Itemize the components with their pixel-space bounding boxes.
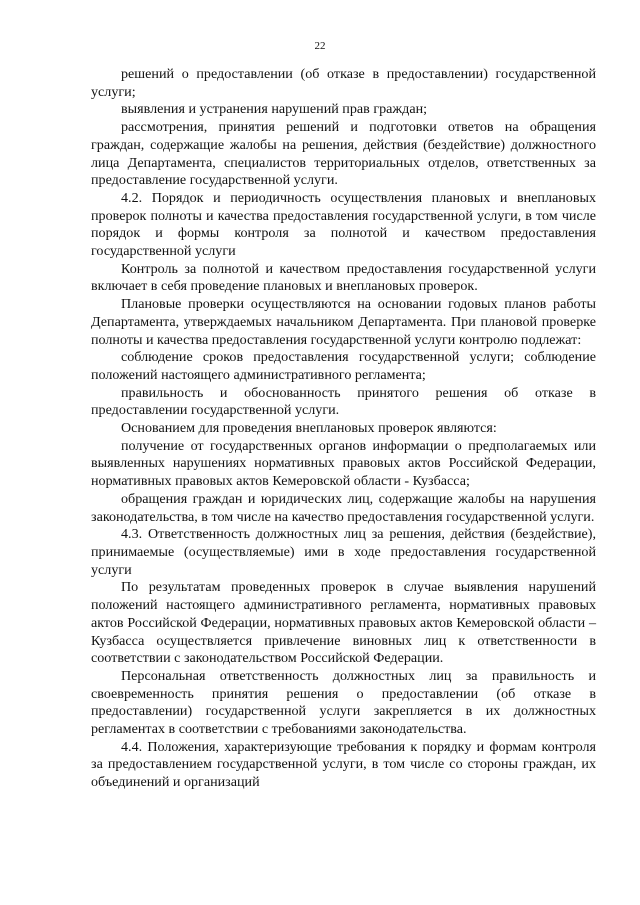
paragraph: получение от государственных органов информации о предполагаемых или выявленных нарушениях нормативных правовых актов Российской Федерации, нормативных правовых актов Кемеровской области - Кузбасса; bbox=[91, 437, 596, 490]
paragraph: выявления и устранения нарушений прав граждан; bbox=[121, 101, 428, 118]
paragraph: Персональная ответственность должностных лиц за правильность и своевременность принятия решения о предоставлении (об отказе в предоставлении) государственной услуги закрепляется в их должностных регламентах в соответствии с требованиями законодательства. bbox=[91, 667, 596, 738]
paragraph: Плановые проверки осуществляются на основании годовых планов работы Департамента, утверждаемых начальником Департамента. При плановой проверке полноты и качества предоставления государственной услуги контролю подлежат: bbox=[91, 296, 596, 348]
paragraph: правильность и обоснованность принятого решения об отказе в предоставлении государственной услуги. bbox=[91, 384, 596, 419]
paragraph: Основанием для проведения внеплановых проверок являются: bbox=[121, 420, 497, 437]
section-heading-4-3: 4.3. Ответственность должностных лиц за решения, действия (бездействие), принимаемые (осуществляемые) ими в ходе предоставления государственной услуги bbox=[91, 526, 596, 578]
paragraph: решений о предоставлении (об отказе в предоставлении) государственной услуги; bbox=[91, 66, 596, 100]
paragraph: рассмотрения, принятия решений и подготовки ответов на обращения граждан, содержащие жалобы на решения, действия (бездействие) должностного лица Департамента, специалистов территориальных отделов, ответственных за предоставление государственной услуги. bbox=[91, 119, 596, 189]
paragraph: обращения граждан и юридических лиц, содержащие жалобы на нарушения законодательства, в том числе на качество предоставления государственной услуги. bbox=[91, 490, 596, 525]
paragraph: соблюдение сроков предоставления государственной услуги; соблюдение положений настоящего административного регламента; bbox=[91, 349, 596, 383]
section-heading-4-4: 4.4. Положения, характеризующие требования к порядку и формам контроля за предоставлением государственной услуги, в том числе со стороны граждан, их объединений и организаций bbox=[91, 738, 596, 791]
page-number: 22 bbox=[314, 40, 326, 52]
paragraph: По результатам проведенных проверок в случае выявления нарушений положений настоящего административного регламента, нормативных правовых актов Российской Федерации, нормативных правовых актов Кемеровской области – Кузбасса осуществляется привлечение виновных лиц к ответственности в соответствии с законодательством Российской Федерации. bbox=[91, 579, 596, 667]
document-body bbox=[91, 66, 596, 792]
paragraph: Контроль за полнотой и качеством предоставления государственной услуги включает в себя проведение плановых и внеплановых проверок. bbox=[91, 260, 596, 295]
section-heading-4-2: 4.2. Порядок и периодичность осуществления плановых и внеплановых проверок полноты и качества предоставления государственной услуги, в том числе порядок и формы контроля за полнотой и качеством предоставления государственной услуги bbox=[91, 189, 596, 260]
